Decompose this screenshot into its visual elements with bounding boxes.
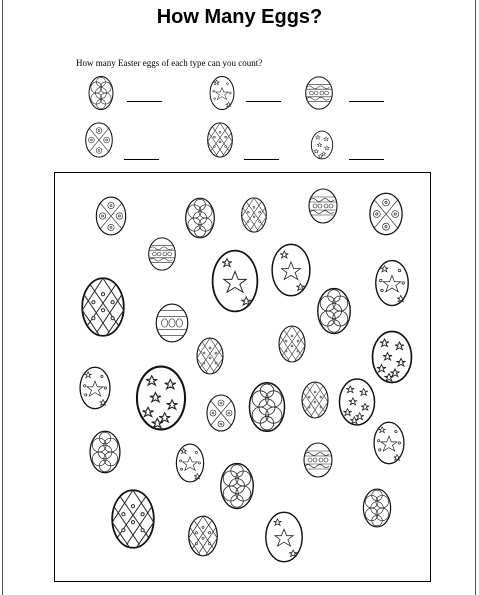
answer-line-2[interactable] <box>246 101 281 102</box>
egg-legend <box>0 0 479 175</box>
egg-scatter <box>55 173 432 583</box>
egg-counting-board <box>54 172 431 582</box>
page-title: How Many Eggs? <box>156 6 323 28</box>
answer-line-1[interactable] <box>127 101 162 102</box>
answer-line-4[interactable] <box>124 159 159 160</box>
answer-line-3[interactable] <box>349 101 384 102</box>
question-text: How many Easter eggs of each type can you count? <box>76 58 263 68</box>
answer-line-5[interactable] <box>244 159 279 160</box>
answer-line-6[interactable] <box>349 159 384 160</box>
